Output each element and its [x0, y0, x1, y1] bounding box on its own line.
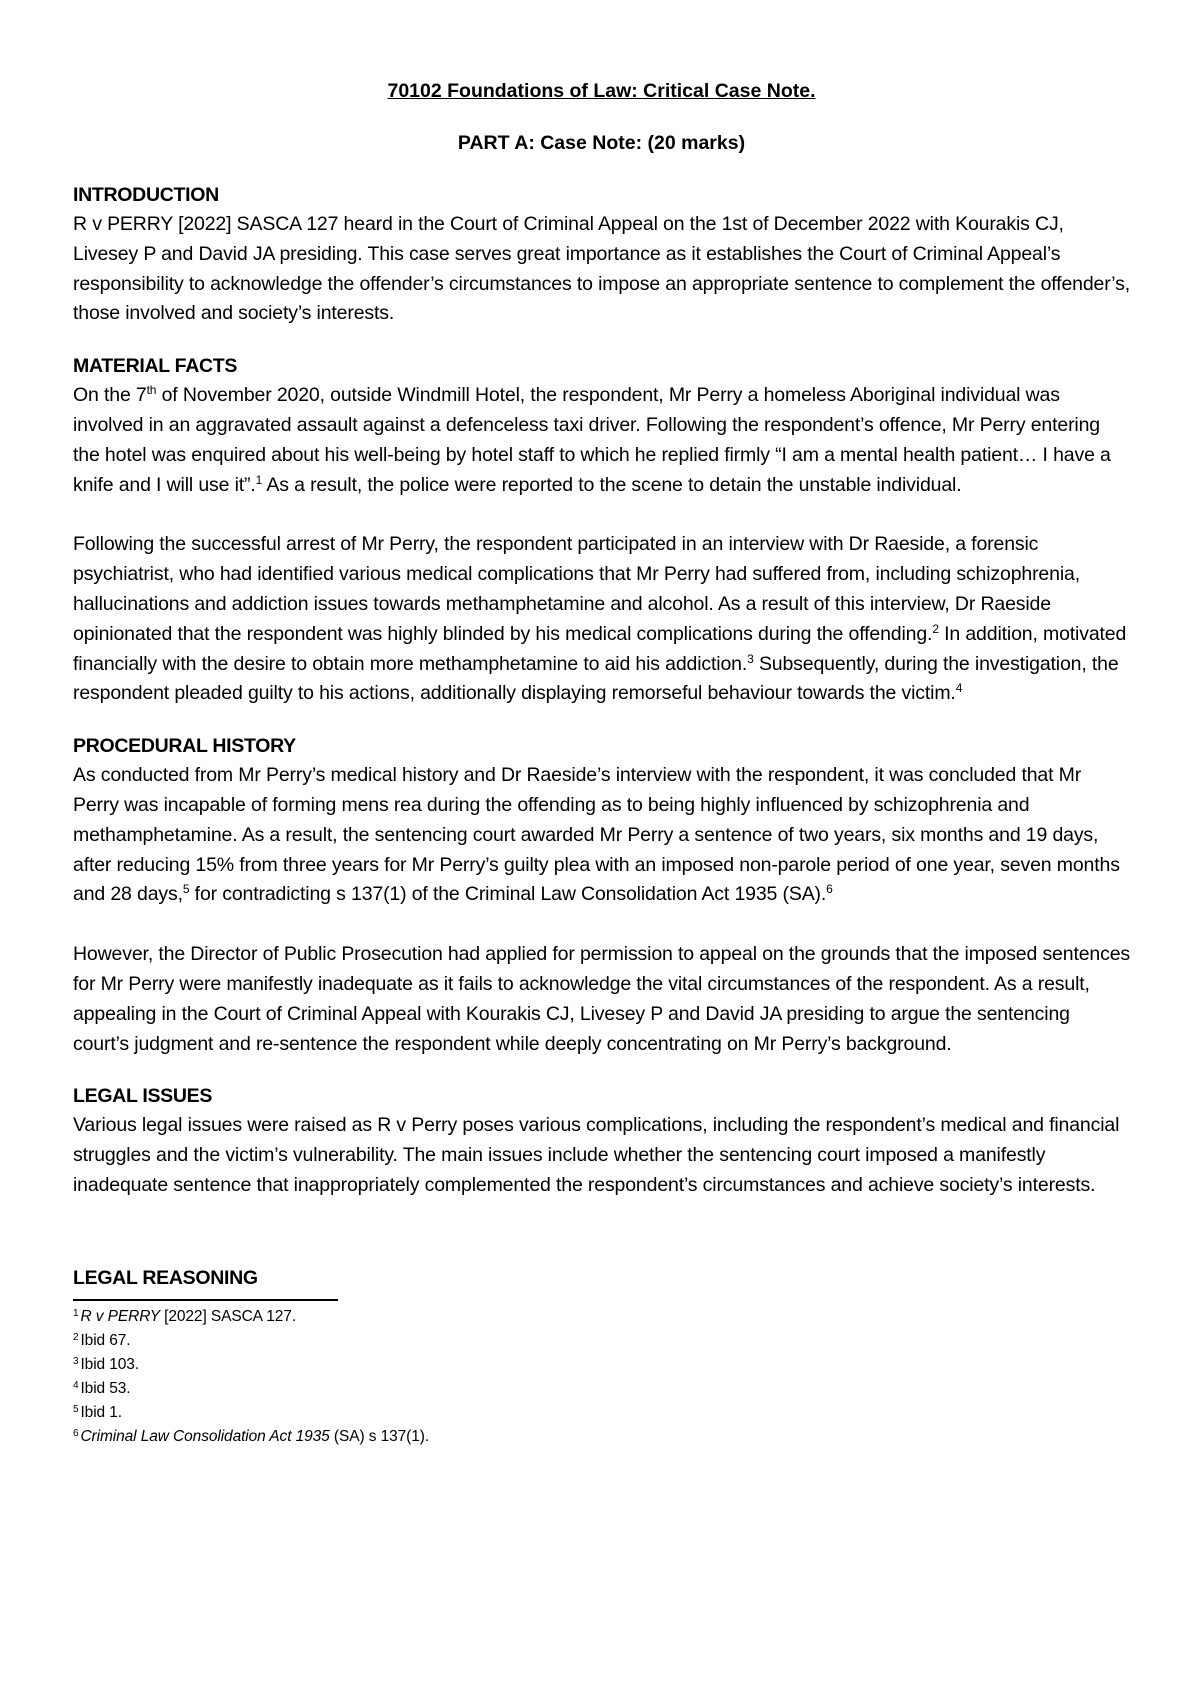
- footnote-number: 2: [73, 1331, 79, 1343]
- text-run: On the 7: [73, 384, 147, 407]
- footnote-text: Ibid 103.: [80, 1355, 140, 1373]
- text-run: Subsequently, during the investigation, the respondent pleaded guilty to his actions, additionally displaying remorseful behaviour towards the victim.: [73, 652, 1119, 705]
- footnote-ref-5[interactable]: 5: [182, 882, 190, 897]
- document-title: 70102 Foundations of Law: Critical Case Note.: [387, 80, 816, 102]
- footnote-number: 1: [73, 1307, 79, 1319]
- footnote-text: [2022] SASCA 127.: [159, 1307, 297, 1325]
- legal-issues-text: Various legal issues were raised as R v Perry poses various complications, including the respondent’s medical and financial struggles and the victim’s vulnerability. The main issues include whether the sentencing court imposed a manifestly inadequate sentence that inappropriately complemented the respondent’s circumstances and achieve society’s interests.: [73, 1114, 1120, 1196]
- footnote-number: 5: [73, 1403, 79, 1415]
- footnote-ref-2[interactable]: 2: [932, 621, 939, 636]
- introduction-section: [73, 180, 1130, 329]
- procedural-history-paragraph-1: [73, 761, 1130, 910]
- footnote-italic: Criminal Law Consolidation Act 1935: [80, 1427, 330, 1445]
- footnote-ref-6[interactable]: 6: [826, 882, 833, 897]
- legal-reasoning-heading: LEGAL REASONING: [73, 1266, 258, 1289]
- footnote-3: [73, 1353, 1130, 1377]
- footnote-text: Ibid 67.: [80, 1331, 131, 1349]
- footnote-2: [73, 1329, 1130, 1353]
- footnote-1: [73, 1305, 1130, 1329]
- text-run: for contradicting s 137(1) of the Criminal Law Consolidation Act 1935 (SA).: [189, 883, 827, 906]
- procedural-history-heading: PROCEDURAL HISTORY: [73, 735, 296, 758]
- footnote-separator: [73, 1299, 338, 1301]
- text-run: In addition, motivated financially with the desire to obtain more methamphetamine to aid his addiction.: [73, 622, 1127, 675]
- introduction-heading: INTRODUCTION: [73, 184, 219, 206]
- text-run: of November 2020, outside Windmill Hotel, the respondent, Mr Perry a homeless Aboriginal individual was involved in an aggravated assault against a defenceless taxi driver. Following the respondent’s offence, Mr Perry entering the hotel was enquired about his well-being by hotel staff to which he replied firmly “I am a mental health patient… I have a knife and I will use it”.: [73, 384, 1111, 496]
- footnote-text: (SA) s 137(1).: [329, 1427, 429, 1445]
- footnote-5: [73, 1401, 1130, 1425]
- procedural-history-paragraph-2: However, the Director of Public Prosecution had applied for permission to appeal on the grounds that the imposed sentences for Mr Perry were manifestly inadequate as it fails to acknowledge the vital circumstances of the respondent. As a result, appealing in the Court of Criminal Appeal with Kourakis CJ, Livesey P and David JA presiding to argue the sentencing court’s judgment and re-sentence the respondent while deeply concentrating on Mr Perry’s background.: [73, 943, 1130, 1055]
- footnote-number: 3: [73, 1355, 79, 1367]
- footnotes-list: [73, 1305, 1130, 1449]
- blank-line: [73, 1223, 1130, 1263]
- footnote-6: [73, 1425, 1130, 1449]
- material-facts-heading: MATERIAL FACTS: [73, 355, 238, 378]
- text-run: Following the successful arrest of Mr Perry, the respondent participated in an interview with Dr Raeside, a forensic psychiatrist, who had identified various medical complications that Mr Perry had suffered from, including schizophrenia, hallucinations and addiction issues towards methamphetamine and alcohol. As a result of this interview, Dr Raeside opinionated that the respondent was highly blinded by his medical complications during the offending.: [73, 533, 1080, 645]
- footnote-italic: R v PERRY: [80, 1307, 160, 1325]
- ordinal-suffix: th: [146, 383, 157, 398]
- material-facts-paragraph-2: [73, 530, 1130, 709]
- text-run: As conducted from Mr Perry’s medical history and Dr Raeside’s interview with the respondent, it was concluded that Mr Perry was incapable of forming mens rea during the offending as to being highly influenced by schizophrenia and methamphetamine. As a result, the sentencing court awarded Mr Perry a sentence of two years, six months and 19 days, after reducing 15% from three years for Mr Perry’s guilty plea with an imposed non-parole period of one year, seven months and 28 days,: [73, 764, 1120, 906]
- material-facts-section: [73, 351, 1130, 709]
- introduction-text: R v PERRY [2022] SASCA 127 heard in the Court of Criminal Appeal on the 1st of December 2022 with Kourakis CJ, Livesey P and David JA presiding. This case serves great importance as it establishes the Court of Criminal Appeal’s responsibility to acknowledge the offender’s circumstances to impose an appropriate sentence to complement the offender’s, those involved and society’s interests.: [73, 213, 1130, 325]
- text-run: As a result, the police were reported to the scene to detain the unstable individual.: [262, 473, 962, 496]
- material-facts-paragraph-1: [73, 381, 1130, 500]
- footnote-text: Ibid 53.: [80, 1379, 131, 1397]
- footnote-4: [73, 1377, 1130, 1401]
- footnote-number: 6: [73, 1427, 79, 1439]
- legal-issues-section: [73, 1081, 1130, 1200]
- legal-issues-heading: LEGAL ISSUES: [73, 1085, 213, 1108]
- footnote-text: Ibid 1.: [80, 1403, 122, 1421]
- footnote-ref-3[interactable]: 3: [747, 651, 754, 666]
- document-subtitle: PART A: Case Note: (20 marks): [457, 132, 746, 154]
- procedural-history-section: [73, 731, 1130, 1059]
- footnote-ref-4[interactable]: 4: [955, 681, 963, 696]
- footnote-ref-1[interactable]: 1: [255, 472, 263, 487]
- footnote-number: 4: [73, 1379, 79, 1391]
